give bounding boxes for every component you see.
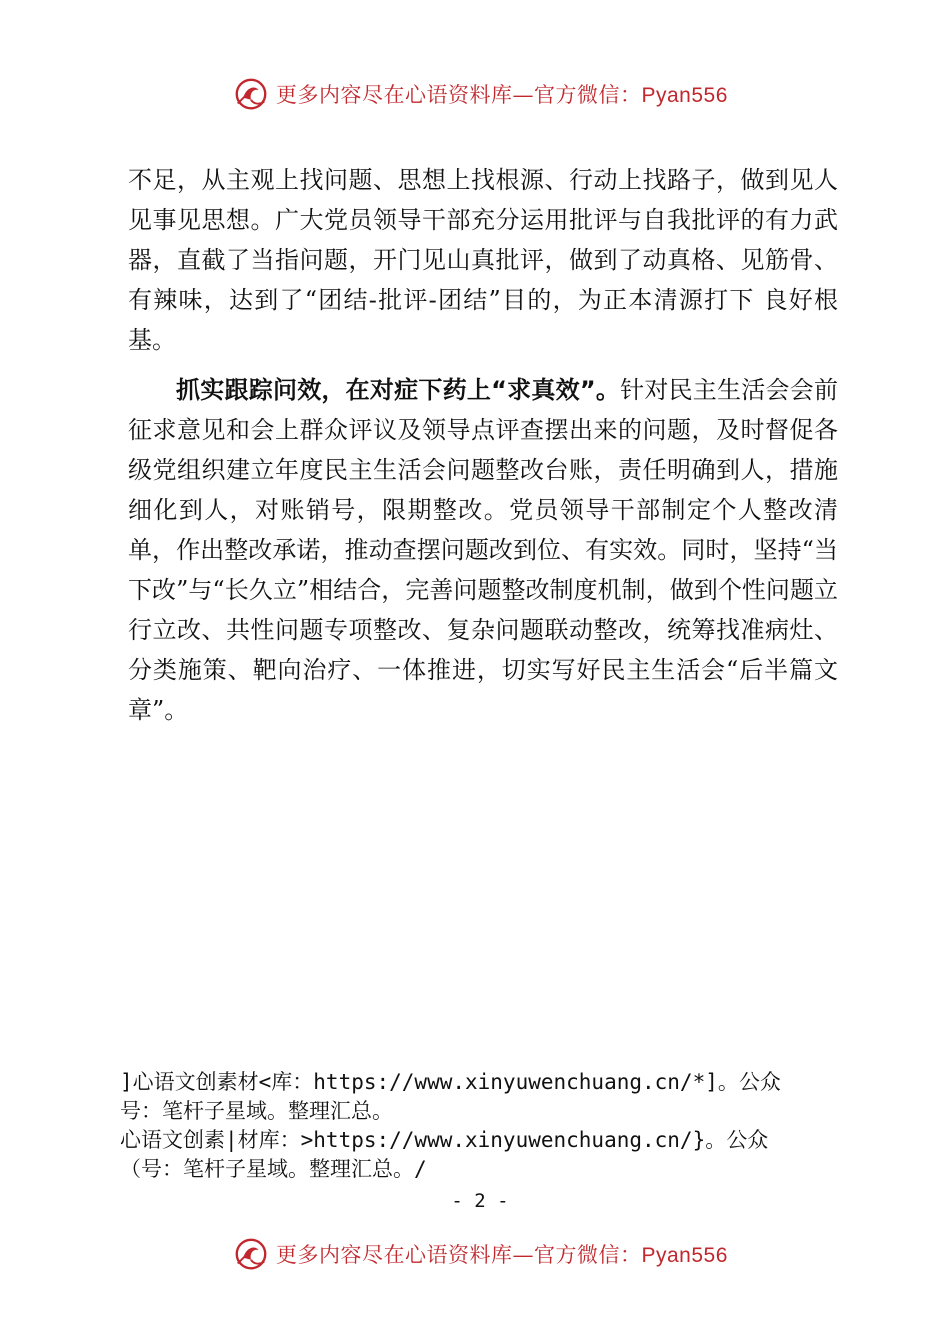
header-banner-label: 更多内容尽在心语资料库—官方微信： <box>276 83 642 107</box>
footer-banner <box>232 1232 732 1276</box>
rose-logo-icon <box>232 75 270 113</box>
paragraph-2-lead: 抓实跟踪问效，在对症下药上“求真效”。 <box>176 376 621 404</box>
paragraph-1: 不足，从主观上找问题、思想上找根源、行动上找路子，做到见人见事见思想。广大党员领导干部充分运用批评与自我批评的有力武器，直截了当指问题，开门见山真批评，做到了动真格、见筋骨、有辣味，达到了“团结-批评-团结”目的，为正本清源打下 良好根基。 <box>128 166 838 354</box>
paragraph-2 <box>128 370 838 730</box>
rose-logo-icon <box>232 1235 270 1273</box>
footer-banner-text <box>276 1239 728 1269</box>
header-banner-handle: Pyan556 <box>641 84 728 107</box>
footer-banner-handle: Pyan556 <box>641 1244 728 1267</box>
header-banner-text <box>276 79 728 109</box>
paragraph-2-body: 针对民主生活会会前征求意见和会上群众评议及领导点评查摆出来的问题，及时督促各级党组织建立年度民主生活会问题整改台账，责任明确到人，措施细化到人，对账销号，限期整改。党员领导干部制定个人整改清单，作出整改承诺，推动查摆问题改到位、有实效。同时，坚持“当下改”与“长久立”相结合，完善问题整改制度机制，做到个性问题立行立改、共性问题专项整改、复杂问题联动整改，统筹找准病灶、分类施策、靶向治疗、一体推进，切实写好民主生活会“后半篇文章”。 <box>128 376 839 724</box>
page-number: - 2 - <box>451 1190 509 1212</box>
footer-note-line-4: （号：笔杆子星域。整理汇总。/ <box>120 1157 427 1181</box>
footer-banner-label: 更多内容尽在心语资料库—官方微信： <box>276 1243 642 1267</box>
footer-note-line-3: 心语文创素|材库：>https://www.xinyuwenchuang.cn/}。公众 <box>120 1128 769 1152</box>
footer-note-line-2: 号：笔杆子星域。整理汇总。 <box>120 1099 393 1123</box>
header-banner <box>232 72 732 116</box>
document-body <box>128 160 838 730</box>
footer-note-line-1: ]心语文创素材<库：https://www.xinyuwenchuang.cn/*]。公众 <box>120 1070 781 1094</box>
footer-notes <box>120 1068 840 1184</box>
